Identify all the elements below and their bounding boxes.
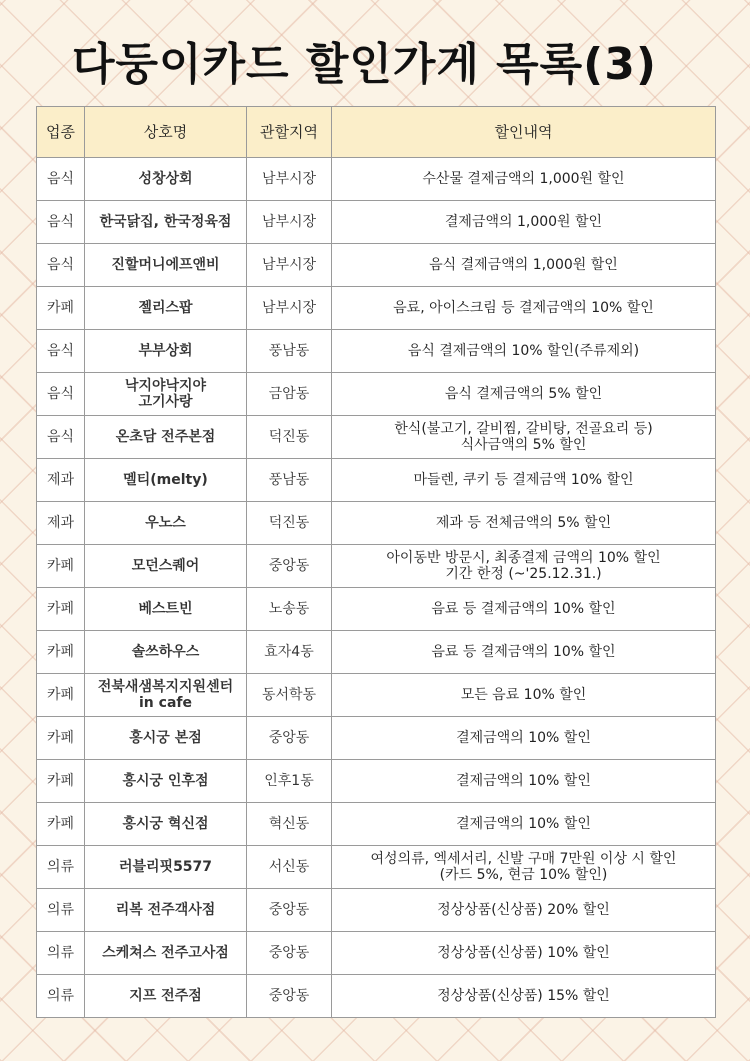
header-area: 관할지역 (247, 107, 332, 158)
discount-line: 결제금액의 10% 할인 (456, 773, 591, 789)
discount-cell (332, 631, 716, 674)
area-cell: 노송동 (247, 588, 332, 631)
discount-cell (332, 416, 716, 459)
table-row (37, 502, 716, 545)
store-name-cell (85, 760, 247, 803)
discount-cell (332, 889, 716, 932)
category-cell: 음식 (37, 201, 85, 244)
discount-line: 한식(불고기, 갈비찜, 갈비탕, 전골요리 등) (394, 421, 653, 437)
category-cell: 의류 (37, 846, 85, 889)
area-cell: 금암동 (247, 373, 332, 416)
store-name-line: 멜티(melty) (123, 472, 208, 488)
category-cell: 의류 (37, 975, 85, 1018)
area-cell: 풍남동 (247, 330, 332, 373)
discount-cell (332, 330, 716, 373)
category-cell: 의류 (37, 889, 85, 932)
discount-cell (332, 201, 716, 244)
table-row (37, 244, 716, 287)
table-row (37, 330, 716, 373)
discount-cell (332, 932, 716, 975)
store-name-line: 러블리핏5577 (118, 859, 213, 875)
store-name-cell (85, 932, 247, 975)
store-name-cell (85, 674, 247, 717)
store-name-cell (85, 631, 247, 674)
store-name-line: 우노스 (145, 515, 186, 531)
store-name-cell (85, 545, 247, 588)
store-name-line: 진할머니에프앤비 (111, 257, 220, 273)
discount-line: 정상상품(신상품) 20% 할인 (437, 902, 610, 918)
header-discount: 할인내역 (332, 107, 716, 158)
discount-line: 정상상품(신상품) 10% 할인 (437, 945, 610, 961)
discount-cell (332, 459, 716, 502)
category-cell: 제과 (37, 502, 85, 545)
category-cell: 카페 (37, 674, 85, 717)
category-cell: 제과 (37, 459, 85, 502)
table-row (37, 588, 716, 631)
area-cell: 남부시장 (247, 158, 332, 201)
store-name-cell (85, 803, 247, 846)
discount-line: 아이동반 방문시, 최종결제 금액의 10% 할인 (386, 550, 661, 566)
area-cell: 중앙동 (247, 717, 332, 760)
discount-cell (332, 803, 716, 846)
discount-cell (332, 545, 716, 588)
table-header-row (37, 107, 716, 158)
discount-line: 식사금액의 5% 할인 (460, 437, 587, 453)
table-row (37, 803, 716, 846)
table-row (37, 975, 716, 1018)
discount-cell (332, 760, 716, 803)
store-name-line: 전북새샘복지지원센터 (97, 679, 234, 695)
table-body (37, 158, 716, 1018)
store-table (36, 106, 716, 1018)
header-name: 상호명 (85, 107, 247, 158)
area-cell: 서신동 (247, 846, 332, 889)
discount-line: 음식 결제금액의 10% 할인(주류제외) (407, 343, 640, 359)
store-name-line: 베스트빈 (138, 601, 193, 617)
area-cell: 중앙동 (247, 889, 332, 932)
category-cell: 카페 (37, 545, 85, 588)
discount-cell (332, 588, 716, 631)
store-name-line: 지프 전주점 (129, 988, 202, 1004)
category-cell: 음식 (37, 330, 85, 373)
store-name-cell (85, 588, 247, 631)
table-row (37, 889, 716, 932)
discount-cell (332, 674, 716, 717)
store-name-cell (85, 158, 247, 201)
table-row (37, 287, 716, 330)
store-name-cell (85, 889, 247, 932)
area-cell: 남부시장 (247, 201, 332, 244)
table-row (37, 631, 716, 674)
store-name-line: 홍시궁 본점 (129, 730, 202, 746)
area-cell: 풍남동 (247, 459, 332, 502)
discount-line: (카드 5%, 현금 10% 할인) (439, 867, 608, 883)
area-cell: 효자4동 (247, 631, 332, 674)
category-cell: 카페 (37, 760, 85, 803)
store-name-cell (85, 287, 247, 330)
store-name-line: in cafe (139, 695, 192, 711)
discount-cell (332, 975, 716, 1018)
store-name-cell (85, 459, 247, 502)
page-title: 다둥이카드 할인가게 목록(3) (72, 39, 658, 90)
table-row (37, 373, 716, 416)
table-row (37, 416, 716, 459)
discount-cell (332, 287, 716, 330)
discount-line: 모든 음료 10% 할인 (460, 687, 587, 703)
table-row (37, 158, 716, 201)
area-cell: 중앙동 (247, 975, 332, 1018)
store-name-line: 부부상회 (138, 343, 193, 359)
table-row (37, 717, 716, 760)
discount-line: 마들렌, 쿠키 등 결제금액 10% 할인 (413, 472, 634, 488)
store-name-line: 모던스퀘어 (131, 558, 200, 574)
area-cell: 덕진동 (247, 416, 332, 459)
discount-cell (332, 502, 716, 545)
area-cell: 인후1동 (247, 760, 332, 803)
category-cell: 음식 (37, 158, 85, 201)
store-name-cell (85, 717, 247, 760)
discount-line: 음료, 아이스크림 등 결제금액의 10% 할인 (393, 300, 654, 316)
discount-line: 여성의류, 엑세서리, 신발 구매 7만원 이상 시 할인 (370, 851, 677, 867)
discount-cell (332, 373, 716, 416)
category-cell: 음식 (37, 244, 85, 287)
discount-line: 제과 등 전체금액의 5% 할인 (435, 515, 612, 531)
discount-line: 음식 결제금액의 5% 할인 (444, 386, 603, 402)
store-name-line: 젤리스팝 (138, 300, 193, 316)
area-cell: 동서학동 (247, 674, 332, 717)
store-name-line: 스케쳐스 전주고사점 (102, 945, 229, 961)
category-cell: 카페 (37, 588, 85, 631)
store-name-line: 홍시궁 혁신점 (122, 816, 209, 832)
discount-line: 기간 한정 (~'25.12.31.) (445, 566, 602, 582)
discount-line: 음료 등 결제금액의 10% 할인 (431, 601, 616, 617)
store-name-cell (85, 330, 247, 373)
table-row (37, 760, 716, 803)
store-name-cell (85, 373, 247, 416)
discount-line: 음료 등 결제금액의 10% 할인 (431, 644, 616, 660)
category-cell: 카페 (37, 803, 85, 846)
discount-cell (332, 158, 716, 201)
area-cell: 중앙동 (247, 932, 332, 975)
discount-line: 수산물 결제금액의 1,000원 할인 (422, 171, 625, 187)
area-cell: 남부시장 (247, 244, 332, 287)
category-cell: 카페 (37, 631, 85, 674)
area-cell: 남부시장 (247, 287, 332, 330)
header-category: 업종 (37, 107, 85, 158)
store-name-line: 온초담 전주본점 (115, 429, 216, 445)
category-cell: 음식 (37, 416, 85, 459)
area-cell: 중앙동 (247, 545, 332, 588)
area-cell: 혁신동 (247, 803, 332, 846)
store-name-line: 솔쓰하우스 (131, 644, 200, 660)
table-row (37, 674, 716, 717)
store-name-line: 홍시궁 인후점 (122, 773, 209, 789)
discount-line: 음식 결제금액의 1,000원 할인 (429, 257, 618, 273)
category-cell: 의류 (37, 932, 85, 975)
store-name-line: 성창상회 (138, 171, 193, 187)
discount-line: 결제금액의 1,000원 할인 (444, 214, 603, 230)
table-row (37, 201, 716, 244)
store-name-cell (85, 502, 247, 545)
store-name-line: 리복 전주객사점 (115, 902, 216, 918)
area-cell: 덕진동 (247, 502, 332, 545)
table-row (37, 459, 716, 502)
store-name-cell (85, 244, 247, 287)
discount-cell (332, 717, 716, 760)
store-name-line: 낙지야낙지야 (124, 378, 207, 394)
store-name-cell (85, 975, 247, 1018)
discount-line: 결제금액의 10% 할인 (456, 816, 591, 832)
category-cell: 음식 (37, 373, 85, 416)
category-cell: 카페 (37, 717, 85, 760)
store-name-line: 고기사랑 (138, 394, 193, 410)
table-row (37, 545, 716, 588)
table-row (37, 846, 716, 889)
table-row (37, 932, 716, 975)
discount-cell (332, 244, 716, 287)
store-name-cell (85, 416, 247, 459)
store-name-line: 한국닭집, 한국정육점 (99, 214, 232, 230)
discount-line: 정상상품(신상품) 15% 할인 (437, 988, 610, 1004)
discount-cell (332, 846, 716, 889)
store-name-cell (85, 201, 247, 244)
discount-line: 결제금액의 10% 할인 (456, 730, 591, 746)
category-cell: 카페 (37, 287, 85, 330)
store-name-cell (85, 846, 247, 889)
